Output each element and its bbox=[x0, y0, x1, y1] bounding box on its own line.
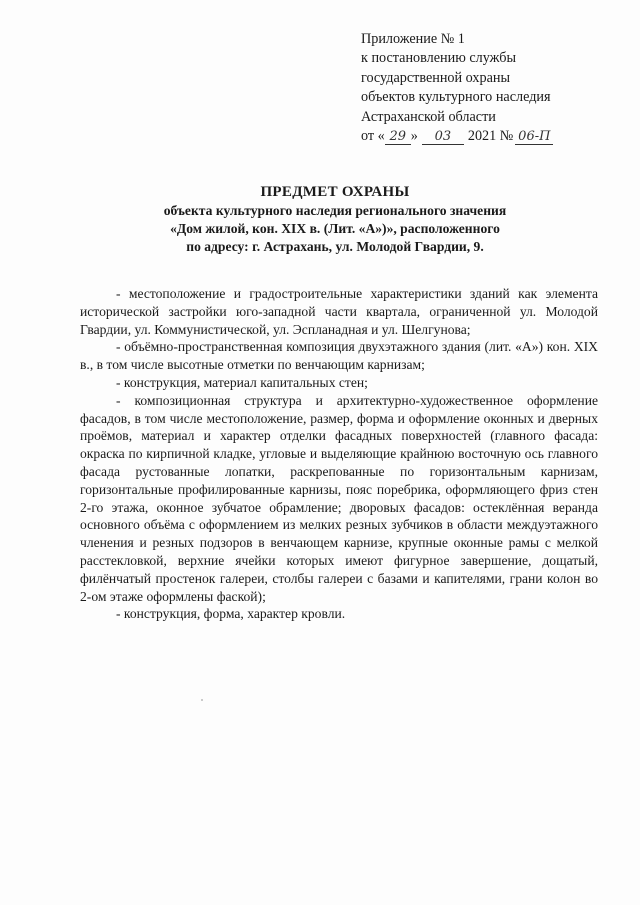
body-paragraph-1: - местоположение и градостроительные характеристики зданий как элемента исторической застройки юго-западной части квартала, ограниченной ул. Молодой Гвардии, ул. Коммунистической, ул. Эспланадная и ул. Шелгунова; bbox=[80, 286, 598, 337]
body-paragraph-2: - объёмно-пространственная композиция двухэтажного здания (лит. «А») кон. XIX в., в том числе высотные отметки по венчающим карнизам; bbox=[80, 339, 598, 373]
document-body bbox=[80, 285, 598, 623]
document-title: ПРЕДМЕТ ОХРАНЫ bbox=[260, 184, 410, 200]
date-mid: » bbox=[410, 128, 418, 145]
appendix-line-3: государственной охраны bbox=[361, 69, 511, 86]
date-year: 2021 № bbox=[467, 128, 514, 145]
appendix-date-line bbox=[361, 127, 621, 146]
document-number-handwritten: 06-П bbox=[515, 130, 553, 145]
document-subtitle-line-2: «Дом жилой, кон. XIX в. (Лит. «А»)», расположенного bbox=[170, 221, 500, 237]
document-subtitle-line-3: по адресу: г. Астрахань, ул. Молодой Гвардии, 9. bbox=[186, 239, 484, 255]
appendix-line-1: Приложение № 1 bbox=[361, 31, 465, 47]
scan-speck bbox=[201, 699, 203, 701]
date-prefix: от « bbox=[361, 128, 385, 145]
appendix-line-2: к постановлению службы bbox=[361, 50, 517, 67]
document-subtitle-line-1: объекта культурного наследия регионального значения bbox=[163, 203, 507, 218]
appendix-line-5: Астраханской области bbox=[361, 108, 496, 125]
body-paragraph-5: - конструкция, форма, характер кровли. bbox=[116, 606, 346, 622]
appendix-line-4: объектов культурного наследия bbox=[361, 89, 551, 106]
date-month-handwritten: 03 bbox=[422, 130, 464, 145]
body-paragraph-3: - конструкция, материал капитальных стен; bbox=[116, 374, 368, 390]
appendix-block bbox=[361, 30, 621, 146]
document-title-block bbox=[100, 182, 570, 257]
body-paragraph-4: - композиционная структура и архитектурно-художественное оформление фасадов, в том числе местоположение, размер, форма и оформление оконных и дверных проёмов, материал и характер отделки фасадных поверхностей (главного фасада: окраска по кирпичной кладке, угловые и выделяющие крайнюю восточную ось главного фасада рустованные лопатки, раскрепованные по горизонтальным карнизам, горизонтальные профилированные карнизы, пояс поребрика, оформляющего фриз стен 2-го этажа, оконное зубчатое обрамление; дворовых фасадов: остеклённая веранда основного объёма с оформлением из мелких резных зубчиков в области междуэтажного членения и резных подзоров в венчающем карнизе, крупные оконные рамы с мелкой расстекловкой, верхние ячейки которых имеют фигурное завершение, дощатый, филёнчатый простенок галереи, столбы галереи с базами и капителями, грани колон во 2-ом этаже оформлены фаской); bbox=[80, 392, 598, 604]
date-day-handwritten: 29 bbox=[385, 130, 411, 145]
